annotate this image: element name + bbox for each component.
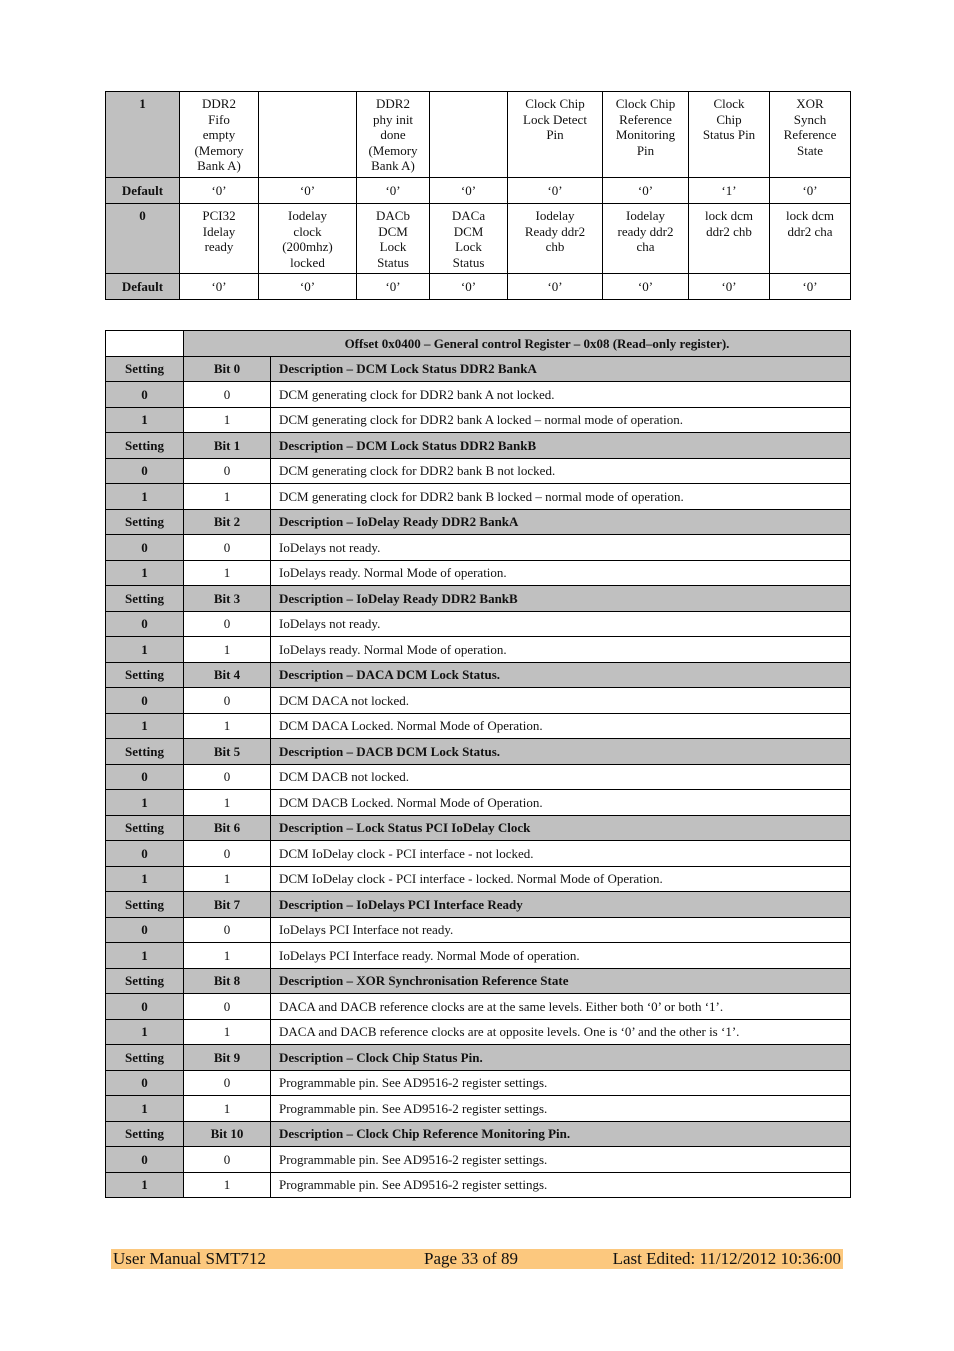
page-footer — [111, 1249, 843, 1269]
setting-header: Setting — [106, 739, 184, 765]
bit-description: Description – XOR Synchronisation Reference State — [271, 968, 851, 994]
bit-cell: ‘0’ — [357, 274, 430, 300]
setting-header: Setting — [106, 892, 184, 918]
bit-cell: lock dcm ddr2 chb — [689, 204, 770, 274]
bit-cell: ‘1’ — [689, 178, 770, 204]
footer-page-number: Page 33 of 89 — [424, 1249, 518, 1268]
bit-value: 1 — [184, 943, 271, 969]
bit-header-row — [106, 509, 851, 535]
bit-layout-table — [105, 91, 851, 300]
bit-value: 1 — [184, 1096, 271, 1122]
register-title: Offset 0x0400 – General control Register – 0x08 (Read–only register). — [184, 331, 851, 357]
setting-row — [106, 917, 851, 943]
bit-value: 0 — [184, 1070, 271, 1096]
setting-description: Programmable pin. See AD9516-2 register settings. — [271, 1096, 851, 1122]
setting-description: IoDelays PCI Interface ready. Normal Mode of operation. — [271, 943, 851, 969]
setting-row — [106, 943, 851, 969]
bit-row — [106, 92, 851, 178]
register-title-row — [106, 331, 851, 357]
bit-description: Description – Clock Chip Status Pin. — [271, 1045, 851, 1071]
bit-value: 0 — [184, 458, 271, 484]
setting-value: 1 — [106, 407, 184, 433]
setting-description: DCM generating clock for DDR2 bank B not locked. — [271, 458, 851, 484]
setting-value: 0 — [106, 841, 184, 867]
bit-cell: Clock Chip Lock Detect Pin — [508, 92, 603, 178]
setting-row — [106, 994, 851, 1020]
bit-description: Description – DACB DCM Lock Status. — [271, 739, 851, 765]
bit-value: 1 — [184, 713, 271, 739]
setting-header: Setting — [106, 356, 184, 382]
bit-description: Description – IoDelays PCI Interface Ready — [271, 892, 851, 918]
bit-header-row — [106, 739, 851, 765]
setting-description: IoDelays PCI Interface not ready. — [271, 917, 851, 943]
bit-cell: ‘0’ — [259, 178, 357, 204]
setting-description: DACA and DACB reference clocks are at the same levels. Either both ‘0’ or both ‘1’. — [271, 994, 851, 1020]
setting-value: 0 — [106, 611, 184, 637]
setting-description: DCM generating clock for DDR2 bank B locked – normal mode of operation. — [271, 484, 851, 510]
setting-row — [106, 866, 851, 892]
bit-number: Bit 5 — [184, 739, 271, 765]
bit-cell: ‘0’ — [357, 178, 430, 204]
setting-row — [106, 382, 851, 408]
setting-description: Programmable pin. See AD9516-2 register settings. — [271, 1070, 851, 1096]
bit-cell: lock dcm ddr2 cha — [770, 204, 851, 274]
setting-description: DCM DACA Locked. Normal Mode of Operation. — [271, 713, 851, 739]
bit-number: Bit 3 — [184, 586, 271, 612]
setting-value: 0 — [106, 382, 184, 408]
setting-row — [106, 1172, 851, 1198]
row-label: 1 — [106, 92, 180, 178]
setting-description: DCM generating clock for DDR2 bank A not locked. — [271, 382, 851, 408]
setting-description: DCM generating clock for DDR2 bank A locked – normal mode of operation. — [271, 407, 851, 433]
bit-row — [106, 178, 851, 204]
bit-cell: XOR Synch Reference State — [770, 92, 851, 178]
setting-header: Setting — [106, 662, 184, 688]
bit-header-row — [106, 1045, 851, 1071]
bit-header-row — [106, 892, 851, 918]
bit-header-row — [106, 433, 851, 459]
bit-cell: Iodelay ready ddr2 cha — [603, 204, 689, 274]
setting-header: Setting — [106, 433, 184, 459]
bit-header-row — [106, 586, 851, 612]
bit-number: Bit 0 — [184, 356, 271, 382]
setting-row — [106, 458, 851, 484]
general-control-register-table — [105, 330, 851, 1198]
setting-row — [106, 637, 851, 663]
bit-description: Description – IoDelay Ready DDR2 BankB — [271, 586, 851, 612]
setting-value: 1 — [106, 484, 184, 510]
bit-number: Bit 1 — [184, 433, 271, 459]
bit-number: Bit 6 — [184, 815, 271, 841]
setting-row — [106, 764, 851, 790]
setting-description: IoDelays not ready. — [271, 535, 851, 561]
bit-cell: ‘0’ — [180, 274, 259, 300]
setting-value: 0 — [106, 1070, 184, 1096]
bit-cell: Iodelay Ready ddr2 chb — [508, 204, 603, 274]
bit-value: 0 — [184, 688, 271, 714]
setting-value: 1 — [106, 1172, 184, 1198]
bit-description: Description – IoDelay Ready DDR2 BankA — [271, 509, 851, 535]
setting-description: DCM IoDelay clock - PCI interface - not locked. — [271, 841, 851, 867]
bit-cell: DDR2 Fifo empty (Memory Bank A) — [180, 92, 259, 178]
bit-cell: Clock Chip Status Pin — [689, 92, 770, 178]
setting-value: 1 — [106, 1096, 184, 1122]
bit-number: Bit 4 — [184, 662, 271, 688]
setting-description: DCM IoDelay clock - PCI interface - locked. Normal Mode of Operation. — [271, 866, 851, 892]
register-title-blank — [106, 331, 184, 357]
setting-value: 0 — [106, 764, 184, 790]
bit-value: 0 — [184, 1147, 271, 1173]
bit-value: 1 — [184, 866, 271, 892]
bit-number: Bit 8 — [184, 968, 271, 994]
bit-header-row — [106, 356, 851, 382]
setting-row — [106, 407, 851, 433]
bit-cell: ‘0’ — [689, 274, 770, 300]
bit-description: Description – Clock Chip Reference Monitoring Pin. — [271, 1121, 851, 1147]
setting-row — [106, 560, 851, 586]
bit-cell: ‘0’ — [603, 274, 689, 300]
bit-cell: ‘0’ — [508, 178, 603, 204]
bit-cell: ‘0’ — [430, 274, 508, 300]
bit-number: Bit 9 — [184, 1045, 271, 1071]
setting-row — [106, 535, 851, 561]
bit-cell — [430, 92, 508, 178]
setting-value: 1 — [106, 866, 184, 892]
bit-value: 1 — [184, 1019, 271, 1045]
bit-cell — [259, 92, 357, 178]
setting-header: Setting — [106, 586, 184, 612]
setting-row — [106, 688, 851, 714]
setting-description: DCM DACB Locked. Normal Mode of Operation. — [271, 790, 851, 816]
bit-description: Description – Lock Status PCI IoDelay Clock — [271, 815, 851, 841]
bit-description: Description – DCM Lock Status DDR2 BankB — [271, 433, 851, 459]
setting-row — [106, 713, 851, 739]
footer-last-edited: Last Edited: 11/12/2012 10:36:00 — [612, 1249, 841, 1268]
setting-row — [106, 790, 851, 816]
setting-value: 1 — [106, 713, 184, 739]
setting-header: Setting — [106, 968, 184, 994]
setting-description: IoDelays ready. Normal Mode of operation. — [271, 637, 851, 663]
setting-description: IoDelays not ready. — [271, 611, 851, 637]
bit-number: Bit 7 — [184, 892, 271, 918]
row-label: Default — [106, 178, 180, 204]
bit-cell: ‘0’ — [770, 178, 851, 204]
bit-description: Description – DACA DCM Lock Status. — [271, 662, 851, 688]
setting-description: DCM DACA not locked. — [271, 688, 851, 714]
setting-description: DACA and DACB reference clocks are at opposite levels. One is ‘0’ and the other is ‘1’. — [271, 1019, 851, 1045]
bit-cell: ‘0’ — [603, 178, 689, 204]
bit-header-row — [106, 968, 851, 994]
bit-cell: ‘0’ — [430, 178, 508, 204]
bit-value: 1 — [184, 407, 271, 433]
bit-cell: ‘0’ — [508, 274, 603, 300]
setting-row — [106, 484, 851, 510]
setting-value: 0 — [106, 458, 184, 484]
bit-value: 0 — [184, 764, 271, 790]
bit-cell: DACb DCM Lock Status — [357, 204, 430, 274]
setting-row — [106, 1096, 851, 1122]
row-label: 0 — [106, 204, 180, 274]
bit-row — [106, 204, 851, 274]
bit-header-row — [106, 662, 851, 688]
setting-description: DCM DACB not locked. — [271, 764, 851, 790]
setting-row — [106, 1070, 851, 1096]
bit-value: 0 — [184, 382, 271, 408]
bit-cell: Iodelay clock (200mhz) locked — [259, 204, 357, 274]
setting-value: 0 — [106, 535, 184, 561]
row-label: Default — [106, 274, 180, 300]
setting-value: 1 — [106, 560, 184, 586]
setting-header: Setting — [106, 509, 184, 535]
bit-value: 1 — [184, 790, 271, 816]
setting-value: 0 — [106, 1147, 184, 1173]
bit-value: 1 — [184, 484, 271, 510]
setting-row — [106, 841, 851, 867]
bit-cell: DACa DCM Lock Status — [430, 204, 508, 274]
bit-value: 1 — [184, 1172, 271, 1198]
setting-value: 0 — [106, 994, 184, 1020]
setting-description: Programmable pin. See AD9516-2 register settings. — [271, 1147, 851, 1173]
bit-cell: Clock Chip Reference Monitoring Pin — [603, 92, 689, 178]
bit-header-row — [106, 1121, 851, 1147]
setting-description: Programmable pin. See AD9516-2 register settings. — [271, 1172, 851, 1198]
bit-number: Bit 10 — [184, 1121, 271, 1147]
bit-cell: ‘0’ — [180, 178, 259, 204]
setting-row — [106, 1147, 851, 1173]
bit-cell: ‘0’ — [770, 274, 851, 300]
bit-header-row — [106, 815, 851, 841]
bit-value: 0 — [184, 841, 271, 867]
bit-description: Description – DCM Lock Status DDR2 BankA — [271, 356, 851, 382]
setting-header: Setting — [106, 1045, 184, 1071]
footer-manual-name: User Manual SMT712 — [113, 1249, 266, 1268]
bit-number: Bit 2 — [184, 509, 271, 535]
setting-value: 1 — [106, 790, 184, 816]
setting-row — [106, 1019, 851, 1045]
bit-value: 1 — [184, 560, 271, 586]
bit-value: 0 — [184, 611, 271, 637]
setting-header: Setting — [106, 1121, 184, 1147]
bit-value: 0 — [184, 994, 271, 1020]
bit-cell: DDR2 phy init done (Memory Bank A) — [357, 92, 430, 178]
setting-description: IoDelays ready. Normal Mode of operation. — [271, 560, 851, 586]
bit-cell: PCI32 Idelay ready — [180, 204, 259, 274]
setting-header: Setting — [106, 815, 184, 841]
setting-value: 1 — [106, 943, 184, 969]
bit-row — [106, 274, 851, 300]
setting-value: 1 — [106, 1019, 184, 1045]
bit-value: 0 — [184, 535, 271, 561]
bit-value: 0 — [184, 917, 271, 943]
setting-value: 0 — [106, 688, 184, 714]
setting-row — [106, 611, 851, 637]
setting-value: 0 — [106, 917, 184, 943]
bit-cell: ‘0’ — [259, 274, 357, 300]
setting-value: 1 — [106, 637, 184, 663]
bit-value: 1 — [184, 637, 271, 663]
